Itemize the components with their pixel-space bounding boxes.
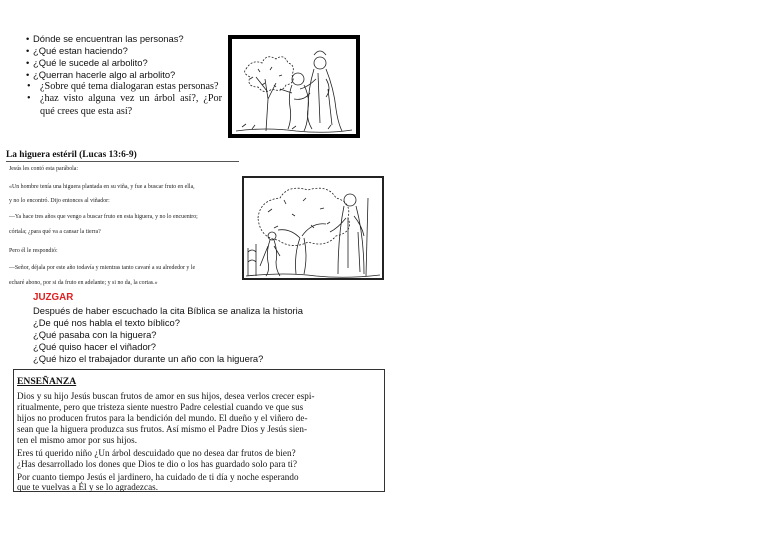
scripture-title: La higuera estéril (Lucas 13:6-9) [6, 150, 137, 160]
scripture-line: córtala; ¿para qué va a cansar la tierra? [9, 229, 101, 235]
scripture-line: —Ya hace tres años que vengo a buscar fruto en esta higuera, y no lo encuentro; [9, 214, 198, 220]
scripture-line: echaré abono, por si da fruto en adelante; y si no da, la cortas.» [9, 280, 158, 286]
question-item: • ¿Sobre qué tema dialogaran estas personas? [26, 81, 222, 93]
observation-questions [26, 33, 222, 118]
ensenanza-line: Por cuanto tiempo Jesús el jardinero, ha cuidado de ti día y noche esperando [17, 472, 299, 482]
scripture-line: Pero él le respondió: [9, 248, 58, 254]
scripture-line: Jesús les contó esta parábola: [9, 166, 79, 172]
question-item: • ¿haz visto alguna vez un árbol así?, ¿Por qué crees que esta así? [26, 93, 222, 118]
ensenanza-line: Eres tú querido niño ¿Un árbol descuidado que no desea dar frutos de bien? [17, 448, 296, 458]
scripture-line: y no lo encontró. Dijo entonces al viñador: [9, 198, 110, 204]
ensenanza-line: que te vuelvas a Él y se lo agradezcas. [17, 482, 159, 492]
ensenanza-line: ritualmente, pero que tristeza siente nuestro Padre celestial cuando ve que sus [17, 402, 304, 412]
ensenanza-line: ¿Has desarrollado los dones que Dios te dio o los has guardado solo para ti? [17, 459, 298, 469]
juzgar-heading: JUZGAR [33, 292, 74, 303]
ensenanza-heading: ENSEÑANZA [17, 376, 77, 387]
vineyard-drawing [244, 178, 382, 278]
scripture-line: «Un hombre tenía una higuera plantada en su viña, y fue a buscar fruto en ella, [9, 184, 195, 190]
ensenanza-line: Dios y su hijo Jesús buscan frutos de amor en sus hijos, desea verlos crecer espi- [17, 391, 315, 401]
ensenanza-line: sean que la higuera produzca sus frutos. Así mismo el Padre Dios y Jesús sien- [17, 424, 308, 434]
ensenanza-line: ten el mismo amor por sus hijos. [17, 435, 138, 445]
fig-tree-illustration [242, 176, 384, 280]
question-item: • ¿Qué le sucede al arbolito? [26, 57, 222, 69]
question-item: • ¿Querran hacerle algo al arbolito? [26, 69, 222, 81]
juzgar-line: ¿Qué hizo el trabajador durante un año con la higuera? [33, 353, 264, 364]
juzgar-line: Después de haber escuchado la cita Bíblica se analiza la historia [33, 305, 303, 316]
figures-tree-illustration [228, 35, 360, 138]
scripture-line: —Señor, déjala por este año todavía y mientras tanto cavaré a su alrededor y le [9, 265, 196, 271]
title-underline [6, 161, 239, 162]
tree-people-drawing [232, 39, 356, 134]
juzgar-line: ¿Qué pasaba con la higuera? [33, 329, 157, 340]
question-item: • Dónde se encuentran las personas? [26, 33, 222, 45]
ensenanza-line: hijos no producen frutos para la bendición del mundo. El dueño y el viñero de- [17, 413, 308, 423]
juzgar-line: ¿Qué quiso hacer el viñador? [33, 341, 156, 352]
juzgar-line: ¿De qué nos habla el texto bíblico? [33, 317, 180, 328]
question-item: • ¿Qué estan haciendo? [26, 45, 222, 57]
